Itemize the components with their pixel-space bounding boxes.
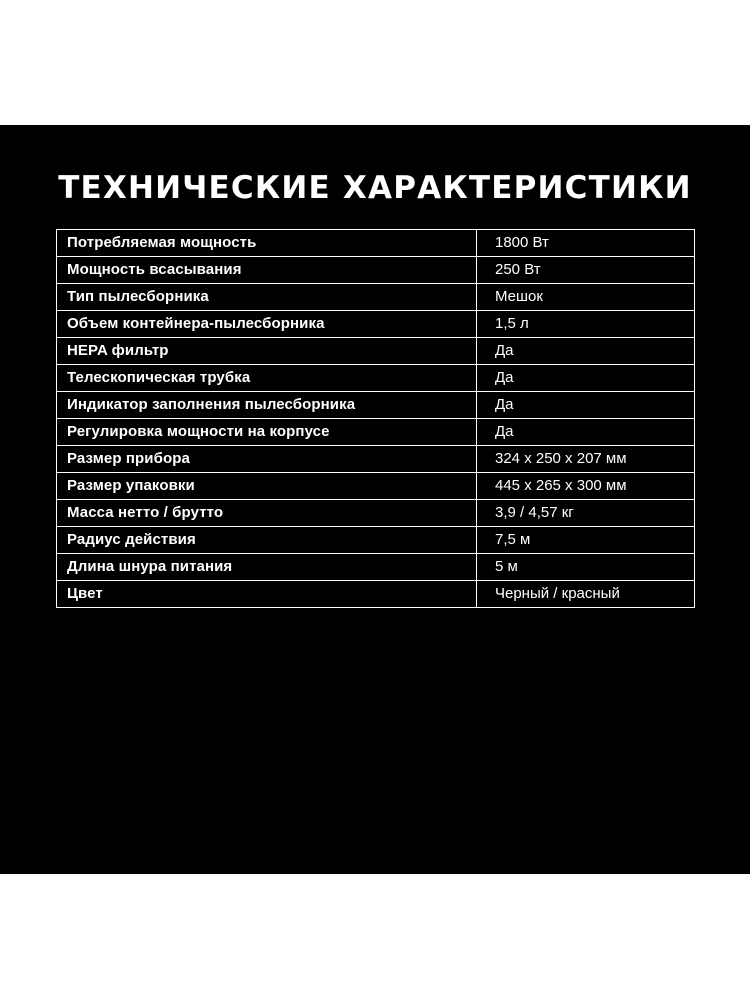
spec-value: 250 Вт xyxy=(477,257,695,284)
spec-name: Радиус действия xyxy=(57,527,477,554)
spec-name: Длина шнура питания xyxy=(57,554,477,581)
table-row xyxy=(57,365,695,392)
table-row xyxy=(57,284,695,311)
spec-name: Размер прибора xyxy=(57,446,477,473)
table-row xyxy=(57,230,695,257)
spec-value: Да xyxy=(477,419,695,446)
spec-value: 5 м xyxy=(477,554,695,581)
spec-name: Телескопическая трубка xyxy=(57,365,477,392)
spec-name: Масса нетто / брутто xyxy=(57,500,477,527)
spec-value: Да xyxy=(477,392,695,419)
spec-name: Цвет xyxy=(57,581,477,608)
spec-value: Мешок xyxy=(477,284,695,311)
spec-value: 324 х 250 х 207 мм xyxy=(477,446,695,473)
spec-value: Да xyxy=(477,338,695,365)
table-row xyxy=(57,257,695,284)
table-row xyxy=(57,338,695,365)
table-row xyxy=(57,554,695,581)
spec-name: Мощность всасывания xyxy=(57,257,477,284)
spec-value: 1,5 л xyxy=(477,311,695,338)
spec-value: 7,5 м xyxy=(477,527,695,554)
spec-value: 3,9 / 4,57 кг xyxy=(477,500,695,527)
table-row xyxy=(57,527,695,554)
spec-name: Регулировка мощности на корпусе xyxy=(57,419,477,446)
spec-name: Объем контейнера-пылесборника xyxy=(57,311,477,338)
table-row xyxy=(57,581,695,608)
spec-value: 1800 Вт xyxy=(477,230,695,257)
spec-name: HEPA фильтр xyxy=(57,338,477,365)
spec-name: Потребляемая мощность xyxy=(57,230,477,257)
spec-name: Размер упаковки xyxy=(57,473,477,500)
spec-table xyxy=(56,229,695,608)
page-title: ТЕХНИЧЕСКИЕ ХАРАКТЕРИСТИКИ xyxy=(58,170,692,206)
spec-name: Индикатор заполнения пылесборника xyxy=(57,392,477,419)
spec-name: Тип пылесборника xyxy=(57,284,477,311)
spec-value: Черный / красный xyxy=(477,581,695,608)
spec-value: Да xyxy=(477,365,695,392)
table-row xyxy=(57,419,695,446)
table-row xyxy=(57,473,695,500)
spec-value: 445 х 265 х 300 мм xyxy=(477,473,695,500)
table-row xyxy=(57,392,695,419)
table-row xyxy=(57,311,695,338)
table-row xyxy=(57,500,695,527)
table-row xyxy=(57,446,695,473)
